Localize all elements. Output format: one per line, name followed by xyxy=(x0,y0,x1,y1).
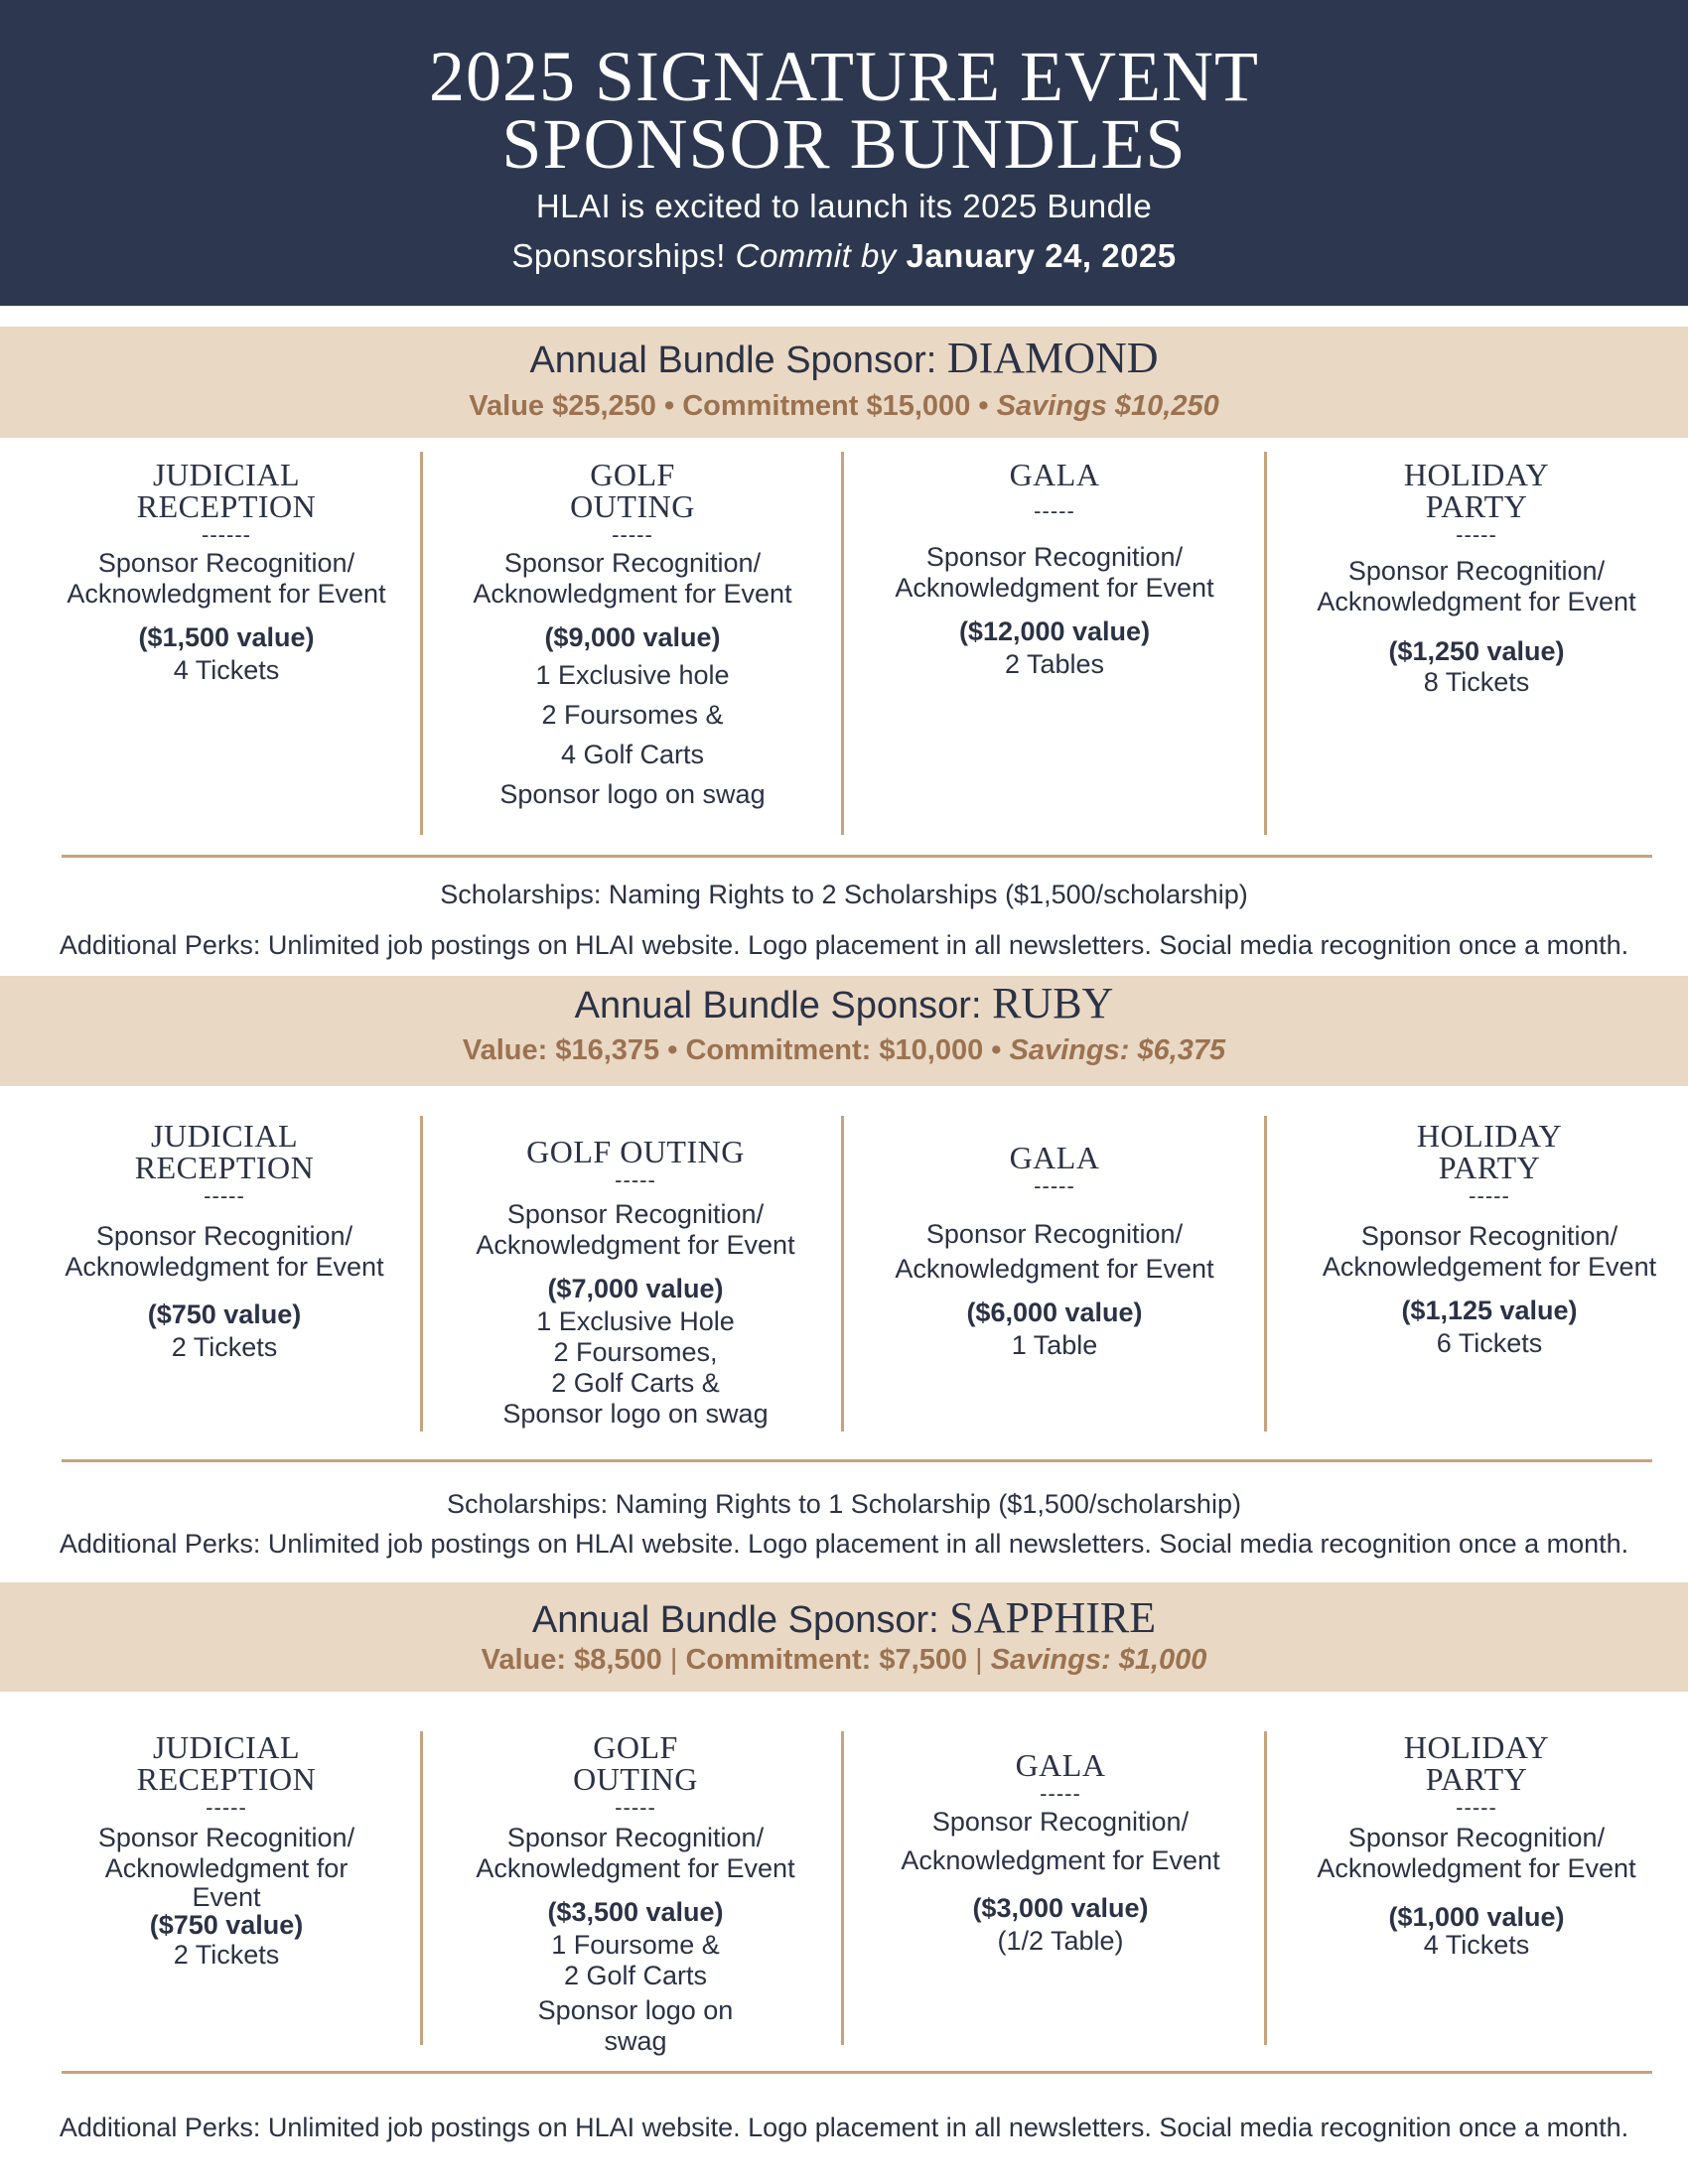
event-detail: Sponsor logo on swag xyxy=(499,779,766,809)
sapphire-band xyxy=(0,1582,1688,1692)
ruby-golf-outing xyxy=(427,1136,844,1430)
event-title: RECEPTION xyxy=(136,488,317,524)
event-value: ($750 value) xyxy=(149,1910,304,1940)
recognition-line: Sponsor Recognition/ xyxy=(503,548,762,578)
recognition-line: Sponsor Recognition/ xyxy=(1360,1221,1618,1251)
recognition-line: Sponsor Recognition/ xyxy=(95,1221,353,1251)
recognition-line: Acknowledgment for Event xyxy=(895,573,1214,603)
event-value: ($1,250 value) xyxy=(1388,636,1565,666)
column-divider xyxy=(1264,452,1267,835)
column-divider xyxy=(1264,1116,1267,1432)
diamond-perks: Additional Perks: Unlimited job postings on HLAI website. Logo placement in all newsletters. Social media recognition once a month. xyxy=(59,930,1629,960)
column-divider xyxy=(841,452,844,835)
event-title: HOLIDAY xyxy=(1403,457,1550,492)
event-title: JUDICIAL xyxy=(153,457,300,492)
sapphire-tier: SAPPHIRE xyxy=(949,1593,1157,1642)
ruby-label: Annual Bundle Sponsor: xyxy=(574,985,982,1026)
sapphire-sep-2: | xyxy=(975,1644,983,1676)
sapphire-money xyxy=(0,1644,1688,1677)
event-title: GOLF OUTING xyxy=(526,1134,745,1169)
dash-separator: ----- xyxy=(1034,498,1075,523)
column-divider xyxy=(420,1731,423,2045)
event-value: ($1,500 value) xyxy=(138,622,315,652)
ruby-name-line xyxy=(0,978,1688,1028)
diamond-commitment: Commitment $15,000 xyxy=(682,390,971,422)
column-divider xyxy=(841,1731,844,2045)
sapphire-perks: Additional Perks: Unlimited job postings on HLAI website. Logo placement in all newsletters. Social media recognition once a month. xyxy=(59,2113,1629,2142)
ruby-sep-2: • xyxy=(991,1034,1002,1066)
recognition-line: Acknowledgment for Event xyxy=(67,579,386,609)
ruby-savings: Savings: $6,375 xyxy=(1009,1034,1226,1066)
event-value: ($3,000 value) xyxy=(972,1893,1149,1923)
event-detail: 4 Golf Carts xyxy=(560,740,705,769)
recognition-line: Acknowledgment for Event xyxy=(895,1254,1214,1284)
section-divider xyxy=(62,1459,1652,1462)
sapphire-name-line xyxy=(0,1592,1688,1643)
event-detail: 1 Table xyxy=(1011,1330,1098,1360)
diamond-label: Annual Bundle Sponsor: xyxy=(529,340,937,381)
recognition-line: Sponsor Recognition/ xyxy=(97,548,355,578)
ruby-sep-1: • xyxy=(667,1034,678,1066)
event-detail: 2 Golf Carts & xyxy=(551,1368,720,1398)
diamond-gala xyxy=(846,459,1263,680)
diamond-sep-2: • xyxy=(978,390,989,422)
event-detail: (1/2 Table) xyxy=(997,1926,1124,1956)
event-title: HOLIDAY xyxy=(1416,1118,1563,1154)
sapphire-commitment: Commitment: $7,500 xyxy=(685,1644,968,1676)
recognition-line: Acknowledgment for Event xyxy=(476,1230,795,1260)
ruby-band xyxy=(0,976,1688,1086)
recognition-line: Sponsor Recognition/ xyxy=(506,1199,765,1229)
section-divider xyxy=(62,2071,1652,2074)
event-title: RECEPTION xyxy=(136,1761,317,1797)
ruby-commitment: Commitment: $10,000 xyxy=(685,1034,984,1066)
dash-separator: ----- xyxy=(615,1167,656,1192)
event-detail: 4 Tickets xyxy=(1423,1930,1530,1960)
event-detail: Sponsor logo on swag xyxy=(502,1399,769,1429)
event-title: OUTING xyxy=(570,488,695,524)
event-value: ($3,500 value) xyxy=(547,1897,724,1927)
event-title: PARTY xyxy=(1425,1761,1528,1797)
dash-separator: ----- xyxy=(612,522,653,547)
column-divider xyxy=(841,1116,844,1432)
event-detail: 2 Tickets xyxy=(171,1332,278,1362)
page-header xyxy=(0,0,1688,306)
event-detail: 8 Tickets xyxy=(1423,667,1530,697)
dash-separator: ----- xyxy=(204,1183,245,1208)
event-title: JUDICIAL xyxy=(153,1729,300,1765)
event-value: ($9,000 value) xyxy=(544,622,721,652)
column-divider xyxy=(420,1116,423,1432)
event-detail: 2 Golf Carts xyxy=(563,1961,708,1990)
recognition-line: Sponsor Recognition/ xyxy=(925,542,1184,572)
recognition-line: Sponsor Recognition/ xyxy=(97,1823,355,1852)
ruby-tier: RUBY xyxy=(992,979,1114,1027)
diamond-value: Value $25,250 xyxy=(469,390,656,422)
event-value: ($6,000 value) xyxy=(966,1297,1143,1327)
event-value: ($1,000 value) xyxy=(1388,1902,1565,1932)
event-title: RECEPTION xyxy=(134,1150,315,1185)
subtitle-deadline: January 24, 2025 xyxy=(906,237,1177,274)
dash-separator: ----- xyxy=(1456,522,1497,547)
event-detail: 4 Tickets xyxy=(173,655,280,685)
dash-separator: ----- xyxy=(615,1795,656,1820)
page-title-line-1: 2025 SIGNATURE EVENT xyxy=(429,37,1259,116)
event-detail: 1 Foursome & xyxy=(551,1930,720,1960)
recognition-line: Sponsor Recognition/ xyxy=(931,1807,1190,1837)
recognition-line: Sponsor Recognition/ xyxy=(506,1823,765,1852)
dash-separator: ----- xyxy=(1034,1173,1075,1198)
event-detail: 6 Tickets xyxy=(1436,1328,1543,1358)
sapphire-golf-outing xyxy=(427,1731,844,2057)
event-title: PARTY xyxy=(1438,1150,1541,1185)
ruby-value: Value: $16,375 xyxy=(462,1034,660,1066)
recognition-line: Event xyxy=(192,1882,261,1912)
sapphire-gala xyxy=(852,1749,1269,1957)
subtitle-line-2 xyxy=(0,236,1688,276)
subtitle-italic: Commit by xyxy=(735,237,897,274)
recognition-line: Sponsor Recognition/ xyxy=(1347,556,1606,586)
diamond-golf-outing xyxy=(424,459,841,814)
event-value: ($12,000 value) xyxy=(958,616,1151,646)
subtitle-line-1: HLAI is excited to launch its 2025 Bundle xyxy=(535,188,1153,224)
diamond-sep-1: • xyxy=(663,390,675,422)
column-divider xyxy=(1264,1731,1267,2045)
diamond-tier: DIAMOND xyxy=(946,334,1159,382)
ruby-perks: Additional Perks: Unlimited job postings on HLAI website. Logo placement in all newsletters. Social media recognition once a month. xyxy=(59,1529,1629,1559)
event-title: PARTY xyxy=(1425,488,1528,524)
ruby-judicial-reception xyxy=(16,1120,433,1363)
event-value: ($7,000 value) xyxy=(547,1274,724,1303)
event-detail: 1 Exclusive Hole xyxy=(536,1306,735,1336)
recognition-line: Sponsor Recognition/ xyxy=(1347,1823,1606,1852)
recognition-line: Acknowledgment for Event xyxy=(65,1252,384,1282)
diamond-savings: Savings $10,250 xyxy=(996,390,1219,422)
event-detail: swag xyxy=(604,2026,667,2056)
dash-separator: ----- xyxy=(1040,1781,1081,1806)
dash-separator: ------ xyxy=(202,522,251,547)
event-detail: 2 Tables xyxy=(1004,649,1105,679)
dash-separator: ----- xyxy=(206,1795,247,1820)
ruby-gala xyxy=(846,1142,1263,1361)
event-value: ($750 value) xyxy=(147,1299,302,1329)
recognition-line: Acknowledgment for Event xyxy=(1317,587,1636,616)
dash-separator: ----- xyxy=(1456,1795,1497,1820)
event-title: JUDICIAL xyxy=(151,1118,298,1154)
event-title: GOLF xyxy=(593,1729,678,1765)
recognition-line: Acknowledgment for Event xyxy=(1317,1853,1636,1883)
event-detail: Sponsor logo on xyxy=(537,1995,734,2025)
section-divider xyxy=(62,855,1652,858)
diamond-money xyxy=(0,390,1688,423)
event-title: HOLIDAY xyxy=(1403,1729,1550,1765)
event-title: GOLF xyxy=(590,457,675,492)
recognition-line: Acknowledgement for Event xyxy=(1322,1252,1657,1282)
dash-separator: ----- xyxy=(1469,1183,1510,1208)
event-detail: 1 Exclusive hole xyxy=(535,660,730,690)
recognition-line: Acknowledgment for Event xyxy=(473,579,792,609)
event-title: GALA xyxy=(1009,1140,1100,1175)
recognition-line: Sponsor Recognition/ xyxy=(925,1219,1184,1249)
subtitle-plain: Sponsorships! xyxy=(511,237,726,274)
recognition-line: Acknowledgment for Event xyxy=(901,1845,1220,1875)
event-detail: 2 Foursomes, xyxy=(553,1337,718,1367)
sapphire-holiday-party xyxy=(1268,1731,1685,1958)
column-divider xyxy=(420,452,423,835)
diamond-judicial-reception xyxy=(18,459,435,686)
event-detail: 2 Foursomes & xyxy=(541,700,724,730)
sapphire-label: Annual Bundle Sponsor: xyxy=(531,1599,939,1641)
event-title: GALA xyxy=(1009,457,1100,492)
diamond-holiday-party xyxy=(1268,459,1685,698)
ruby-money xyxy=(0,1034,1688,1067)
diamond-scholarships: Scholarships: Naming Rights to 2 Scholarships ($1,500/scholarship) xyxy=(440,880,1248,909)
ruby-holiday-party xyxy=(1281,1120,1688,1359)
event-detail: 2 Tickets xyxy=(173,1940,280,1970)
event-value: ($1,125 value) xyxy=(1401,1296,1578,1325)
recognition-line: Acknowledgment for xyxy=(104,1853,349,1883)
diamond-band xyxy=(0,327,1688,438)
recognition-line: Acknowledgment for Event xyxy=(476,1853,795,1883)
diamond-name-line xyxy=(0,333,1688,383)
event-title: GALA xyxy=(1015,1747,1106,1783)
page-title-line-2: SPONSOR BUNDLES xyxy=(501,104,1187,184)
sapphire-sep-1: | xyxy=(669,1644,678,1676)
ruby-scholarships: Scholarships: Naming Rights to 1 Scholarship ($1,500/scholarship) xyxy=(447,1489,1241,1519)
sapphire-judicial-reception xyxy=(18,1731,435,1971)
sapphire-savings: Savings: $1,000 xyxy=(990,1644,1207,1676)
event-title: OUTING xyxy=(573,1761,698,1797)
sapphire-value: Value: $8,500 xyxy=(481,1644,662,1676)
